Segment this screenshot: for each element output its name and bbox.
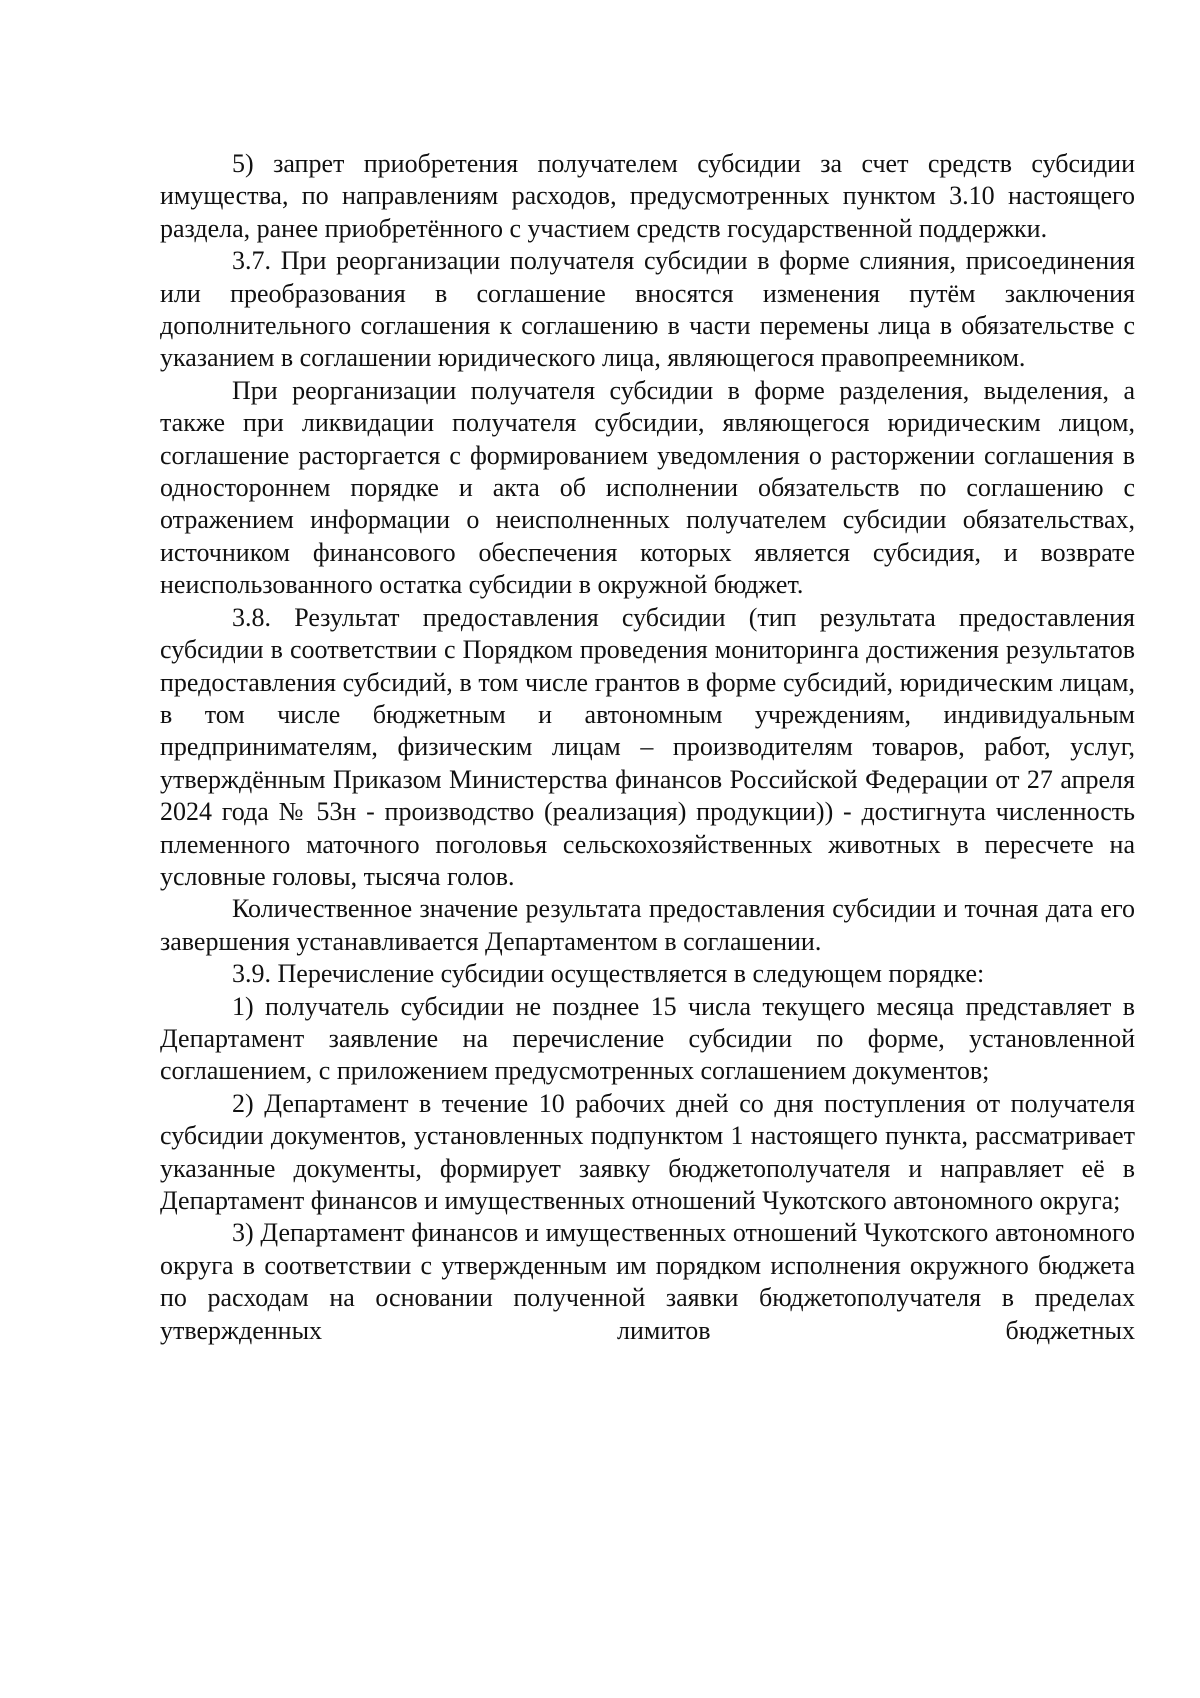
paragraph-3-7-reorganization-merger: 3.7. При реорганизации получателя субсидии в форме слияния, присоединения или преобразования в соглашение вносятся изменения путём заключения дополнительного соглашения к соглашению в части перемены лица в обязательстве с указанием в соглашении юридического лица, являющегося правопреемником.: [160, 246, 1135, 373]
paragraph-transfer-step-3: 3) Департамент финансов и имущественных отношений Чукотского автономного округа в соответствии с утвержденным им порядком исполнения окружного бюджета по расходам на основании полученной заявки бюджетополучателя в пределах утвержденных лимитов бюджетных: [160, 1218, 1135, 1345]
paragraph-item-5-prohibition: 5) запрет приобретения получателем субсидии за счет средств субсидии имущества, по направлениям расходов, предусмотренных пунктом 3.10 настоящего раздела, ранее приобретённого с участием средств государственной поддержки.: [160, 149, 1135, 243]
document-body: [160, 148, 1135, 1347]
paragraph-reorganization-division: При реорганизации получателя субсидии в форме разделения, выделения, а также при ликвидации получателя субсидии, являющегося юридическим лицом, соглашение расторгается с формированием уведомления о расторжении соглашения в одностороннем порядке и акта об исполнении обязательств по соглашению с отражением информации о неисполненных получателем субсидии обязательствах, источником финансового обеспечения которых является субсидия, и возврате неиспользованного остатка субсидии в окружной бюджет.: [160, 375, 1135, 600]
paragraph-3-9-transfer-order: 3.9. Перечисление субсидии осуществляется в следующем порядке:: [232, 959, 985, 989]
paragraph-transfer-step-1: 1) получатель субсидии не позднее 15 числа текущего месяца представляет в Департамент заявление на перечисление субсидии по форме, установленной соглашением, с приложением предусмотренных соглашением документов;: [160, 991, 1135, 1086]
paragraph-transfer-step-2: 2) Департамент в течение 10 рабочих дней со дня поступления от получателя субсидии документов, установленных подпунктом 1 настоящего пункта, рассматривает указанные документы, формирует заявку бюджетополучателя и направляет её в Департамент финансов и имущественных отношений Чукотского автономного округа;: [160, 1088, 1135, 1215]
paragraph-3-8-result: 3.8. Результат предоставления субсидии (тип результата предоставления субсидии в соответствии с Порядком проведения мониторинга достижения результатов предоставления субсидий, в том числе грантов в форме субсидий, юридическим лицам, в том числе бюджетным и автономным учреждениям, индивидуальным предпринимателям, физическим лицам – производителям товаров, работ, услуг, утверждённым Приказом Министерства финансов Российской Федерации от 27 апреля 2024 года № 53н - производство (реализация) продукции)) - достигнута численность племенного маточного поголовья сельскохозяйственных животных в пересчете на условные головы, тысяча голов.: [160, 602, 1135, 891]
paragraph-quantitative-value: Количественное значение результата предоставления субсидии и точная дата его завершения устанавливается Департаментом в соглашении.: [160, 894, 1135, 956]
